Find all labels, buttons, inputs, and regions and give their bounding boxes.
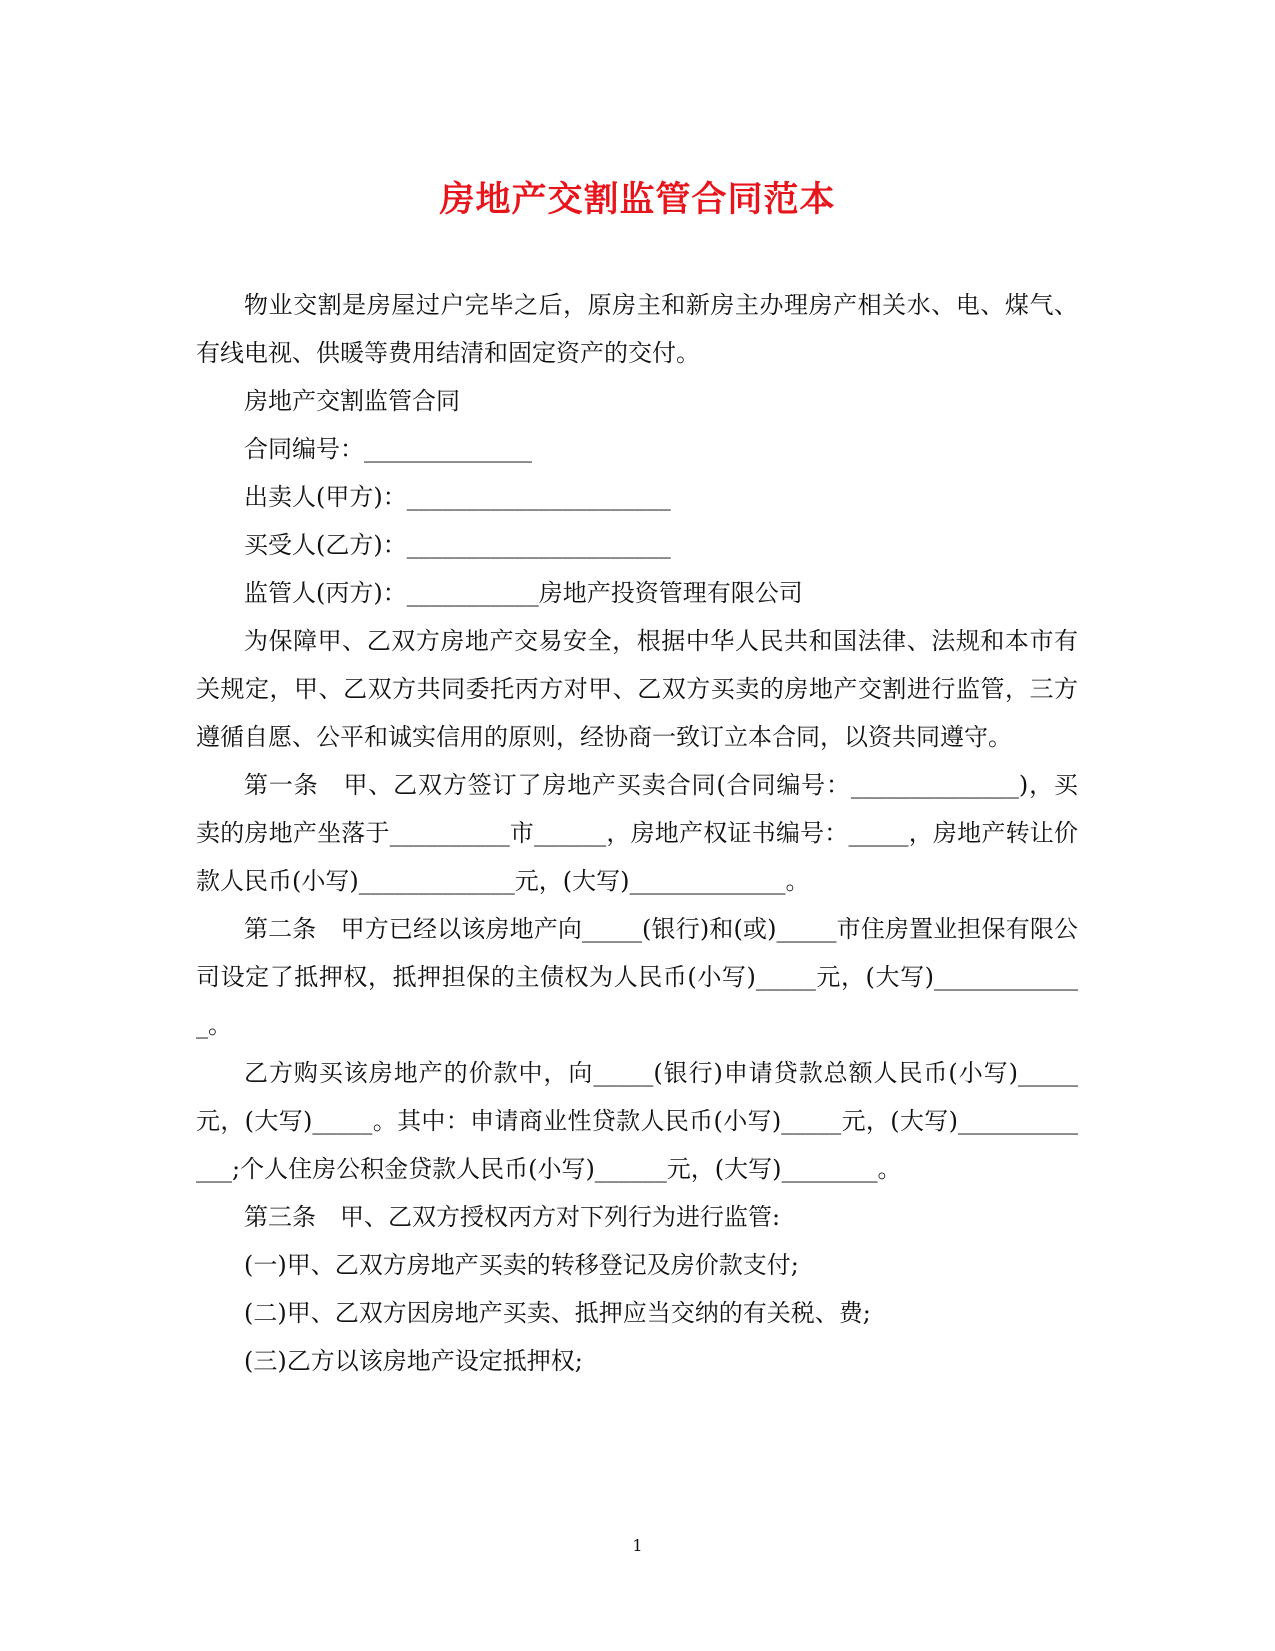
buyer-line: 买受人(乙方)：______________________ xyxy=(244,531,671,559)
supervisor-line: 监管人(丙方)：___________房地产投资管理有限公司 xyxy=(244,579,803,607)
article-3-item-3: (三)乙方以该房地产设定抵押权; xyxy=(244,1347,583,1375)
contract-number-line: 合同编号：______________ xyxy=(244,435,532,463)
seller-line: 出卖人(甲方)：______________________ xyxy=(244,483,671,511)
article-3-paragraph: 第三条 甲、乙双方授权丙方对下列行为进行监管: xyxy=(244,1203,781,1231)
preamble-paragraph: 为保障甲、乙双方房地产交易安全，根据中华人民共和国法律、法规和本市有关规定，甲、乙双方共同委托丙方对甲、乙双方买卖的房地产交割进行监管，三方遵循自愿、公平和诚实信用的原则，经协商一致订立本合同，以资共同遵守。 xyxy=(196,627,1078,751)
article-3-item-2: (二)甲、乙双方因房地产买卖、抵押应当交纳的有关税、费; xyxy=(244,1299,871,1327)
page-number: 1 xyxy=(632,1536,643,1555)
article-2-paragraph: 第二条 甲方已经以该房地产向_____(银行)和(或)_____市住房置业担保有限公司设定了抵押权，抵押担保的主债权为人民币(小写)_____元，(大写)_____________。 xyxy=(196,915,1078,1039)
article-1-paragraph: 第一条 甲、乙双方签订了房地产买卖合同(合同编号：______________)，买卖的房地产坐落于__________市______，房地产权证书编号：_____，房地产转让价款人民币(小写)_____________元，(大写)_____________。 xyxy=(196,771,1078,895)
contract-heading: 房地产交割监管合同 xyxy=(244,387,460,415)
loan-paragraph: 乙方购买该房地产的价款中，向_____(银行)申请贷款总额人民币(小写)_____元，(大写)_____。其中：申请商业性贷款人民币(小写)_____元，(大写)_____________;个人住房公积金贷款人民币(小写)______元，(大写)________。 xyxy=(196,1059,1078,1183)
document-body xyxy=(196,281,1078,1385)
document-title: 房地产交割监管合同范本 xyxy=(439,179,836,220)
intro-paragraph: 物业交割是房屋过户完毕之后，原房主和新房主办理房产相关水、电、煤气、有线电视、供暖等费用结清和固定资产的交付。 xyxy=(196,291,1078,367)
article-3-item-1: (一)甲、乙双方房地产买卖的转移登记及房价款支付; xyxy=(244,1251,799,1279)
